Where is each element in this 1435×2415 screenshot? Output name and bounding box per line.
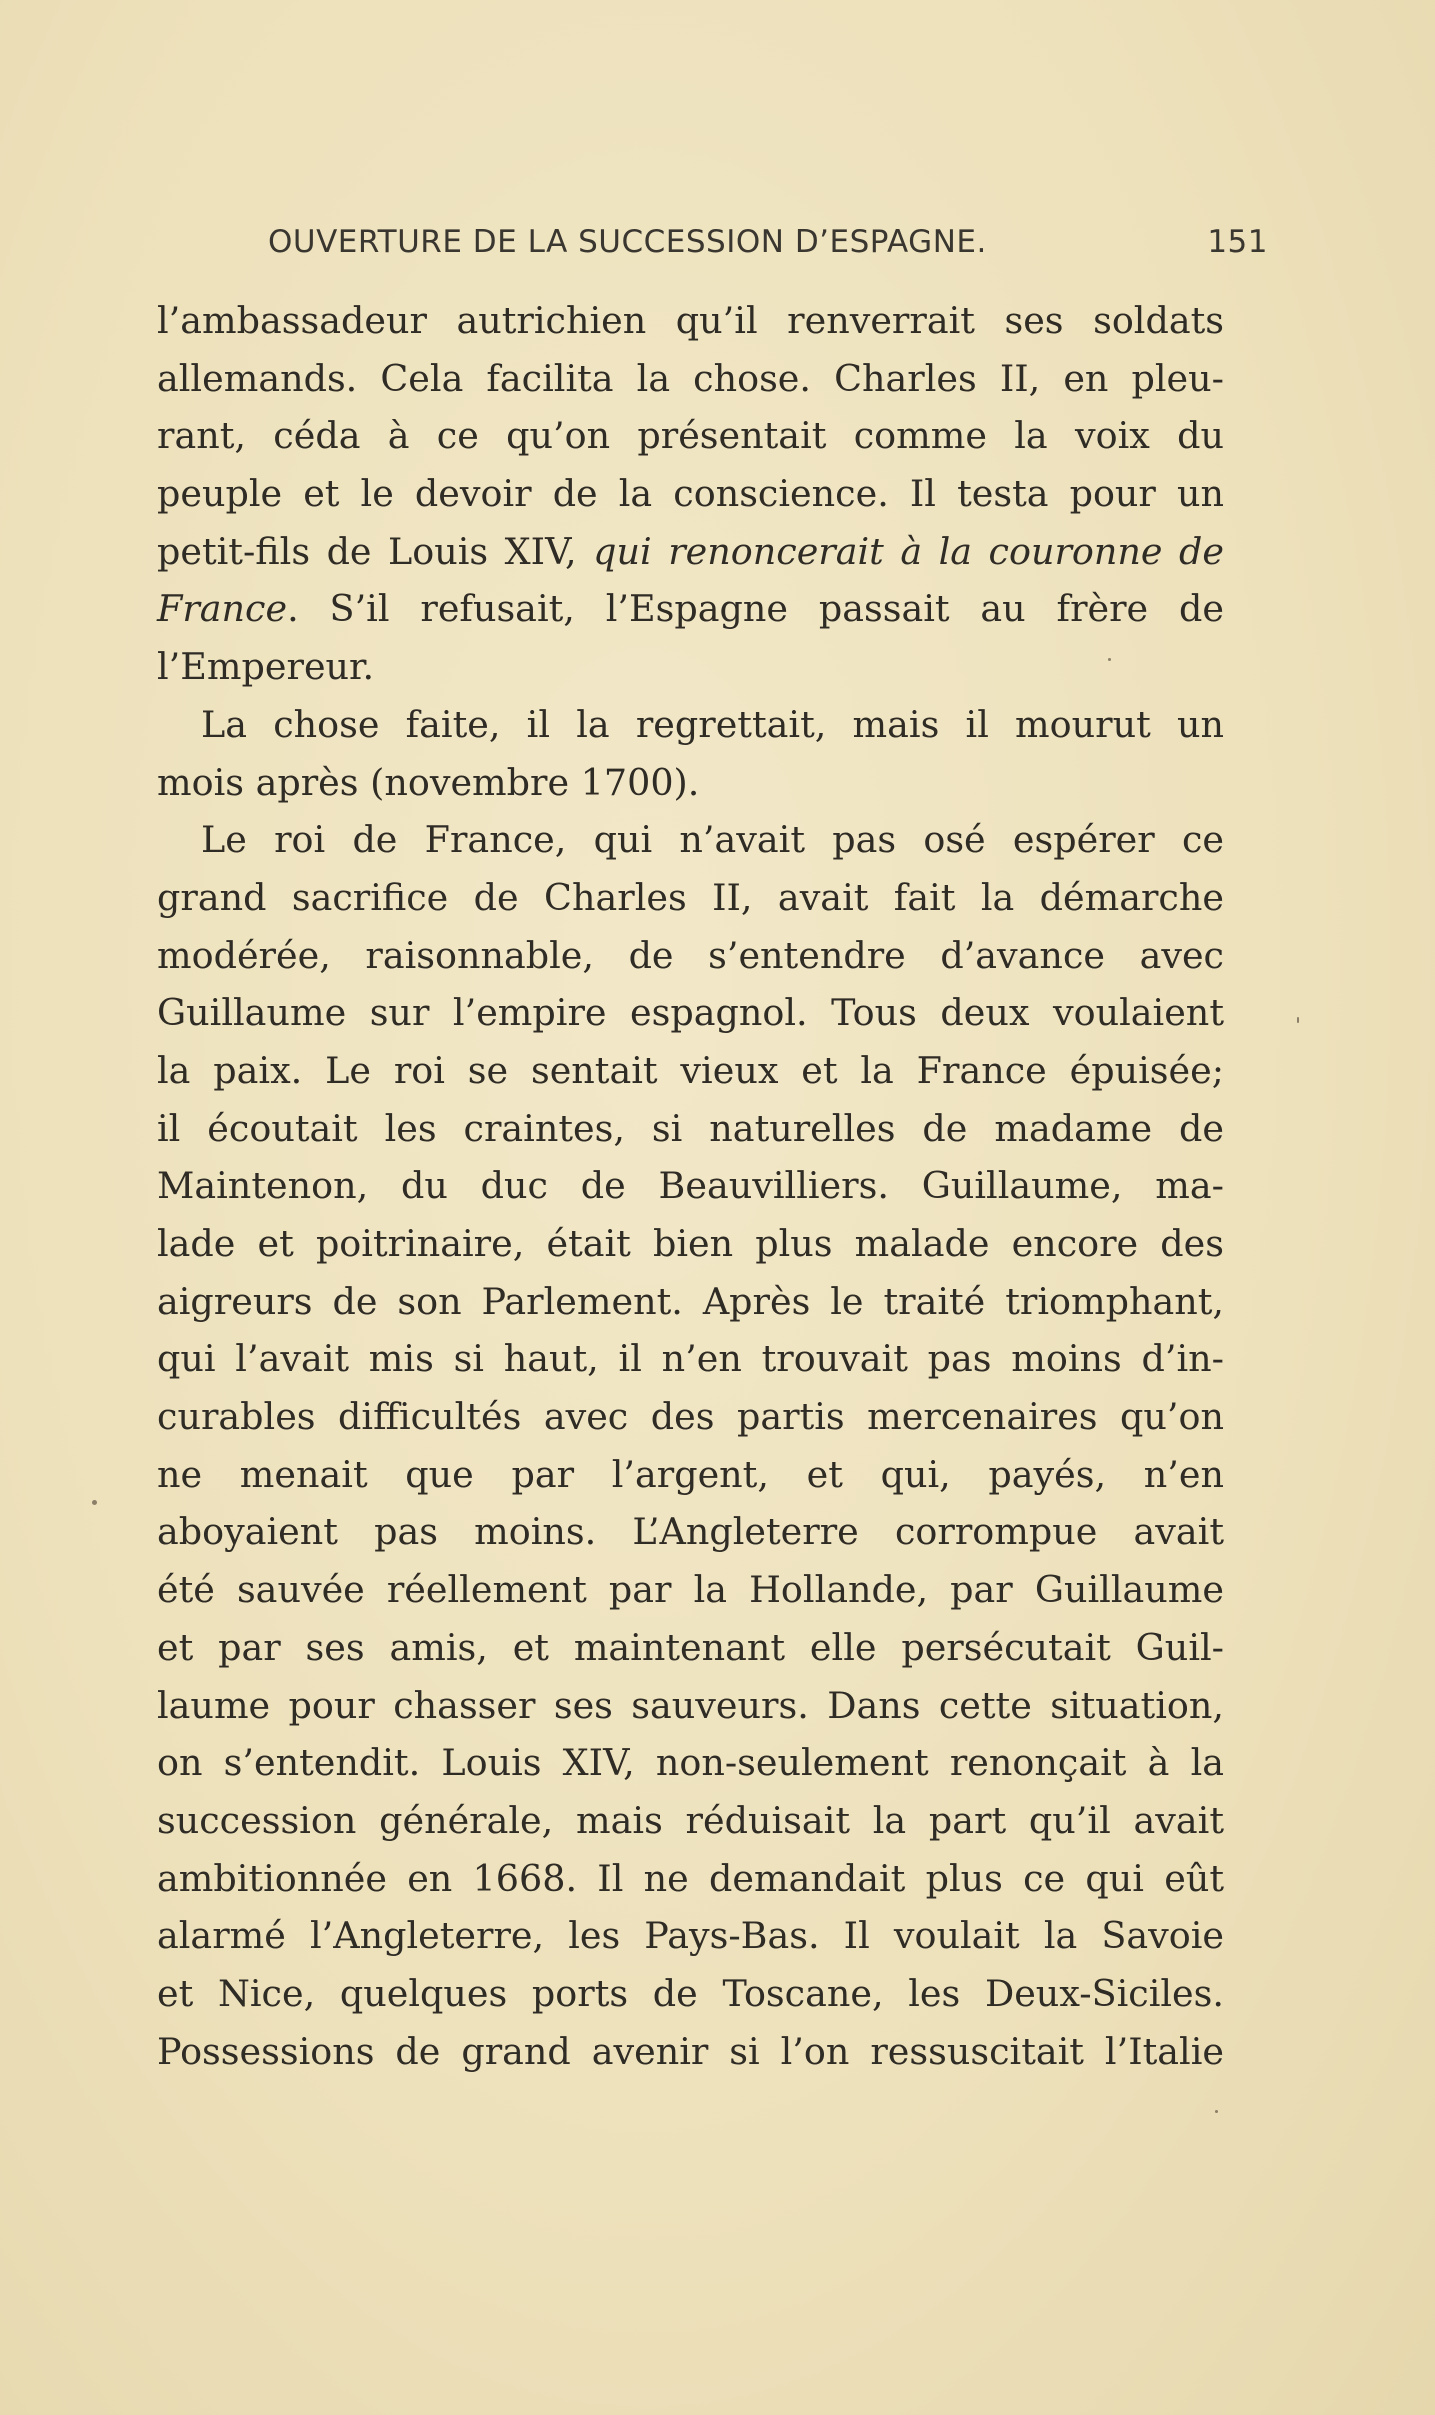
text-line-22: aboyaient pas moins. L’Angleterre corrompue avait [157, 1510, 1224, 1554]
text-line-28: ambitionnée en 1668. Il ne demandait plus ce qui eût [157, 1856, 1224, 1900]
text-line-16: Maintenon, du duc de Beauvilliers. Guillaume, ma- [157, 1164, 1224, 1208]
body-text [157, 292, 1224, 2080]
text-line-1: l’ambassadeur autrichien qu’il renverrait ses soldats [157, 299, 1224, 342]
text-line-8: La chose faite, il la regrettait, mais il mourut un [201, 702, 1224, 746]
text-line-6-italic: France [157, 587, 288, 631]
text-line-7: l’Empereur. [157, 645, 375, 689]
text-line-13: Guillaume sur l’empire espagnol. Tous deux voulaient [157, 991, 1224, 1035]
running-title: OUVERTURE DE LA SUCCESSION D’ESPAGNE. [268, 224, 987, 260]
text-line-15: il écoutait les craintes, si naturelles de madame de [157, 1106, 1224, 1150]
text-line-12: modérée, raisonnable, de s’entendre d’avance avec [157, 933, 1224, 977]
text-line-19: qui l’avait mis si haut, il n’en trouvait pas moins d’in- [157, 1337, 1224, 1381]
text-line-5-roman: petit-fils de Louis XIV, [157, 529, 594, 573]
text-line-17: lade et poitrinaire, était bien plus malade encore des [157, 1222, 1224, 1265]
paper-speck [92, 1500, 97, 1505]
text-line-11: grand sacrifice de Charles II, avait fait la démarche [157, 875, 1224, 919]
text-line-3: rant, céda à ce qu’on présentait comme la voix du [157, 414, 1224, 458]
text-line-14: la paix. Le roi se sentait vieux et la France épuisée; [157, 1048, 1224, 1092]
page-number: 151 [1207, 224, 1268, 260]
text-line-30: et Nice, quelques ports de Toscane, les Deux-Siciles. [157, 1971, 1224, 2015]
paper-speck [1297, 1017, 1299, 1023]
text-line-5 [157, 523, 1224, 581]
text-line-20: curables difficultés avec des partis mercenaires qu’on [157, 1395, 1224, 1439]
text-line-18: aigreurs de son Parlement. Après le traité triomphant, [157, 1279, 1224, 1323]
text-line-2: allemands. Cela facilita la chose. Charles II, en pleu- [157, 356, 1224, 400]
text-line-6 [157, 580, 1224, 638]
text-line-5-italic: qui renoncerait à la couronne de [593, 529, 1224, 573]
text-line-9: mois après (novembre 1700). [157, 760, 700, 804]
text-line-29: alarmé l’Angleterre, les Pays-Bas. Il voulait la Savoie [157, 1914, 1224, 1958]
text-line-26: on s’entendit. Louis XIV, non-seulement renonçait à la [157, 1741, 1224, 1785]
paper-speck [1215, 2110, 1218, 2113]
text-line-25: laume pour chasser ses sauveurs. Dans cette situation, [157, 1683, 1224, 1727]
text-line-6-roman: . S’il refusait, l’Espagne passait au frère de [287, 587, 1224, 631]
text-line-24: et par ses amis, et maintenant elle persécutait Guil- [157, 1625, 1224, 1669]
text-line-23: été sauvée réellement par la Hollande, par Guillaume [157, 1568, 1224, 1612]
paper-speck [1108, 658, 1111, 661]
text-line-10: Le roi de France, qui n’avait pas osé espérer ce [201, 818, 1224, 862]
text-line-21: ne menait que par l’argent, et qui, payés, n’en [157, 1452, 1224, 1496]
text-line-31: Possessions de grand avenir si l’on ressuscitait l’Italie [157, 2029, 1224, 2073]
text-line-27: succession générale, mais réduisait la part qu’il avait [157, 1798, 1224, 1842]
text-line-4: peuple et le devoir de la conscience. Il testa pour un [157, 472, 1224, 516]
page-header [268, 224, 1268, 274]
